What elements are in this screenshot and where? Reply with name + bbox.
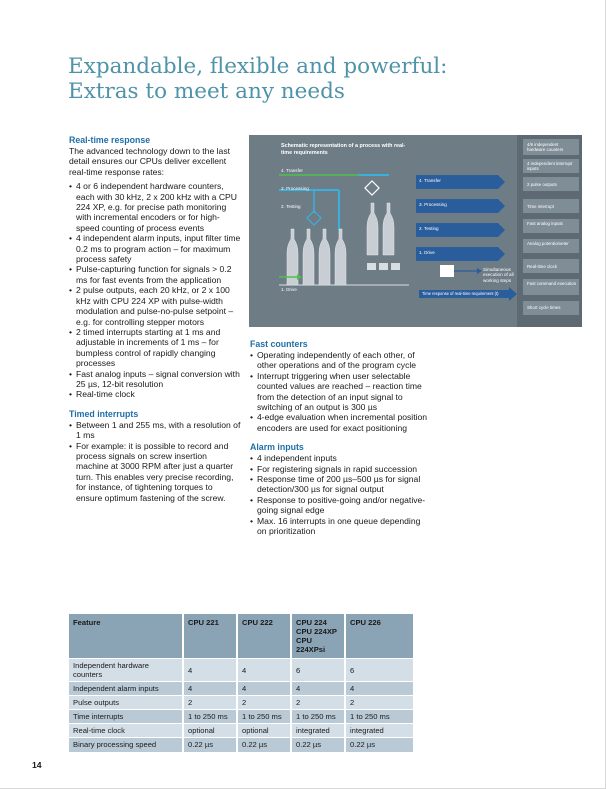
fast-counters-list <box>250 350 428 433</box>
table-cell: Independent alarm inputs <box>69 682 183 696</box>
table-cell: 4 <box>291 682 345 696</box>
column-header: CPU 221 <box>183 614 237 659</box>
headline-line-2: Extras to meet any needs <box>68 79 345 104</box>
table-cell: 0.22 µs <box>183 738 237 752</box>
table-cell: 0.22 µs <box>345 738 413 752</box>
page-headline <box>68 54 548 104</box>
list-item: • Response to positive-going and/or negative-going signal edge <box>250 495 428 516</box>
table-cell: 1 to 250 ms <box>183 710 237 724</box>
diagram-title: Schematic representation of a process with real-time requirements <box>281 143 406 156</box>
realtime-list <box>69 181 241 400</box>
diagram-label: 2. Testing <box>419 226 439 231</box>
list-item: • Response time of 200 µs–500 µs for signal detection/300 µs for signal output <box>250 474 428 495</box>
headline-line-1: Expandable, flexible and powerful: <box>68 54 448 79</box>
table-cell: Binary processing speed <box>69 738 183 752</box>
table-cell: Independent hardware counters <box>69 659 183 682</box>
table-cell: 4 <box>183 659 237 682</box>
alarm-heading: Alarm inputs <box>250 442 304 453</box>
feature-table <box>69 614 413 752</box>
list-item: • 4-edge evaluation when incremental position encoders are used for exact positioning <box>250 412 428 433</box>
table-cell: 6 <box>291 659 345 682</box>
table-row <box>69 724 413 738</box>
table-cell: 1 to 250 ms <box>291 710 345 724</box>
table-row <box>69 682 413 696</box>
list-item: • Interrupt triggering when user selectable counted values are reached – reaction time from the detection of an input signal to switching of an output is 300 µs <box>250 371 428 413</box>
side-label: 2 pulse outputs <box>527 182 557 187</box>
diagram-label: 2. Testing <box>281 204 301 209</box>
side-label: Time interrupt <box>527 204 554 209</box>
timed-list <box>69 420 241 503</box>
fast-counters-heading: Fast counters <box>250 339 308 349</box>
side-label: 4 independent interrupt inputs <box>527 161 573 172</box>
list-item: • Fast analog inputs – signal conversion with 25 µs, 12-bit resolution <box>69 369 241 390</box>
list-item: • 4 independent inputs <box>250 453 428 463</box>
table-cell: 2 <box>291 696 345 710</box>
table-row <box>69 710 413 724</box>
table-cell: 1 to 250 ms <box>237 710 291 724</box>
table-cell: 2 <box>345 696 413 710</box>
table-cell: optional <box>237 724 291 738</box>
list-item: • Operating independently of each other, of other operations and of the program cycle <box>250 350 428 371</box>
table-cell: 4 <box>345 682 413 696</box>
table-cell: Real-time clock <box>69 724 183 738</box>
alarm-list <box>250 453 428 536</box>
list-item: • Pulse-capturing function for signals > 0.2 ms for fast events from the application <box>69 264 241 285</box>
table-cell: Time interrupts <box>69 710 183 724</box>
table-cell: integrated <box>291 724 345 738</box>
side-label: Analog potentiometer <box>527 241 569 246</box>
realtime-intro: The advanced technology down to the last detail ensures our CPUs deliver excellent real-time response rates: <box>69 146 231 177</box>
table-header-row <box>69 614 413 659</box>
table-cell: Pulse outputs <box>69 696 183 710</box>
column-header: CPU 222 <box>237 614 291 659</box>
right-column <box>250 339 428 537</box>
side-label: 4/6 independent hardware counters <box>527 142 564 153</box>
side-label: Fast analog inputs <box>527 221 563 226</box>
diagram-label: 4. Transfer <box>281 168 303 173</box>
table-cell: 4 <box>183 682 237 696</box>
table-cell: 6 <box>345 659 413 682</box>
diagram-label: 3. Processing <box>281 186 309 191</box>
side-label: Short cycle times <box>527 305 561 310</box>
table-cell: 0.22 µs <box>237 738 291 752</box>
table-cell: 0.22 µs <box>291 738 345 752</box>
table-row <box>69 738 413 752</box>
page-number: 14 <box>32 760 42 770</box>
list-item: • Between 1 and 255 ms, with a resolution of 1 ms <box>69 420 241 441</box>
column-header: CPU 224 CPU 224XP CPU 224XPsi <box>291 614 345 659</box>
table-cell: optional <box>183 724 237 738</box>
table-cell: 1 to 250 ms <box>345 710 413 724</box>
time-axis-label: Time response of real-time requirement (t) <box>422 291 499 296</box>
diagram-label: 4. Transfer <box>419 178 441 183</box>
column-header: Feature <box>69 614 183 659</box>
left-column <box>69 135 241 503</box>
table-cell: 2 <box>183 696 237 710</box>
list-item: • For registering signals in rapid succession <box>250 464 428 474</box>
side-label: Real-time clock <box>527 264 558 269</box>
column-header: CPU 226 <box>345 614 413 659</box>
table-cell: 2 <box>237 696 291 710</box>
table-cell: 4 <box>237 659 291 682</box>
list-item: • Max. 16 interrupts in one queue depending on prioritization <box>250 516 428 537</box>
side-label: Fast command execution <box>527 281 577 286</box>
diagram-label: 1. Drive <box>419 250 435 255</box>
list-item: • For example: it is possible to record and process signals on screw insertion machine at 3000 RPM after just a quarter turn. This enables very precise recording, for instance, of tightening torques to ensure optimum fastening of the screw. <box>69 441 241 503</box>
process-diagram <box>249 135 582 327</box>
list-item: • 4 independent alarm inputs, input filter time 0.2 ms to program action – for maximum process safety <box>69 233 241 264</box>
table-cell: integrated <box>345 724 413 738</box>
table-row <box>69 659 413 682</box>
list-item: • 4 or 6 independent hardware counters, each with 30 kHz, 2 x 200 kHz with a CPU 224 XP, e.g. for precise path monitoring with incremental encoders or for high-speed counting of process events <box>69 181 241 233</box>
simultaneous-label: Simultaneous execution of all working steps <box>483 267 514 283</box>
table-row <box>69 696 413 710</box>
realtime-heading: Real-time response <box>69 135 151 145</box>
list-item: • 2 timed interrupts starting at 1 ms and adjustable in increments of 1 ms – for bumpless control of rapidly changing processes <box>69 327 241 369</box>
diagram-label: 3. Processing <box>419 202 447 207</box>
timed-heading: Timed interrupts <box>69 408 139 419</box>
diagram-label: 1. Drive <box>281 287 297 292</box>
table-cell: 4 <box>237 682 291 696</box>
list-item: • Real-time clock <box>69 389 241 399</box>
list-item: • 2 pulse outputs, each 20 kHz, or 2 x 100 kHz with CPU 224 XP with pulse-width modulation and pulse-no-pulse setpoint – e.g. for controlling stepper motors <box>69 285 241 327</box>
